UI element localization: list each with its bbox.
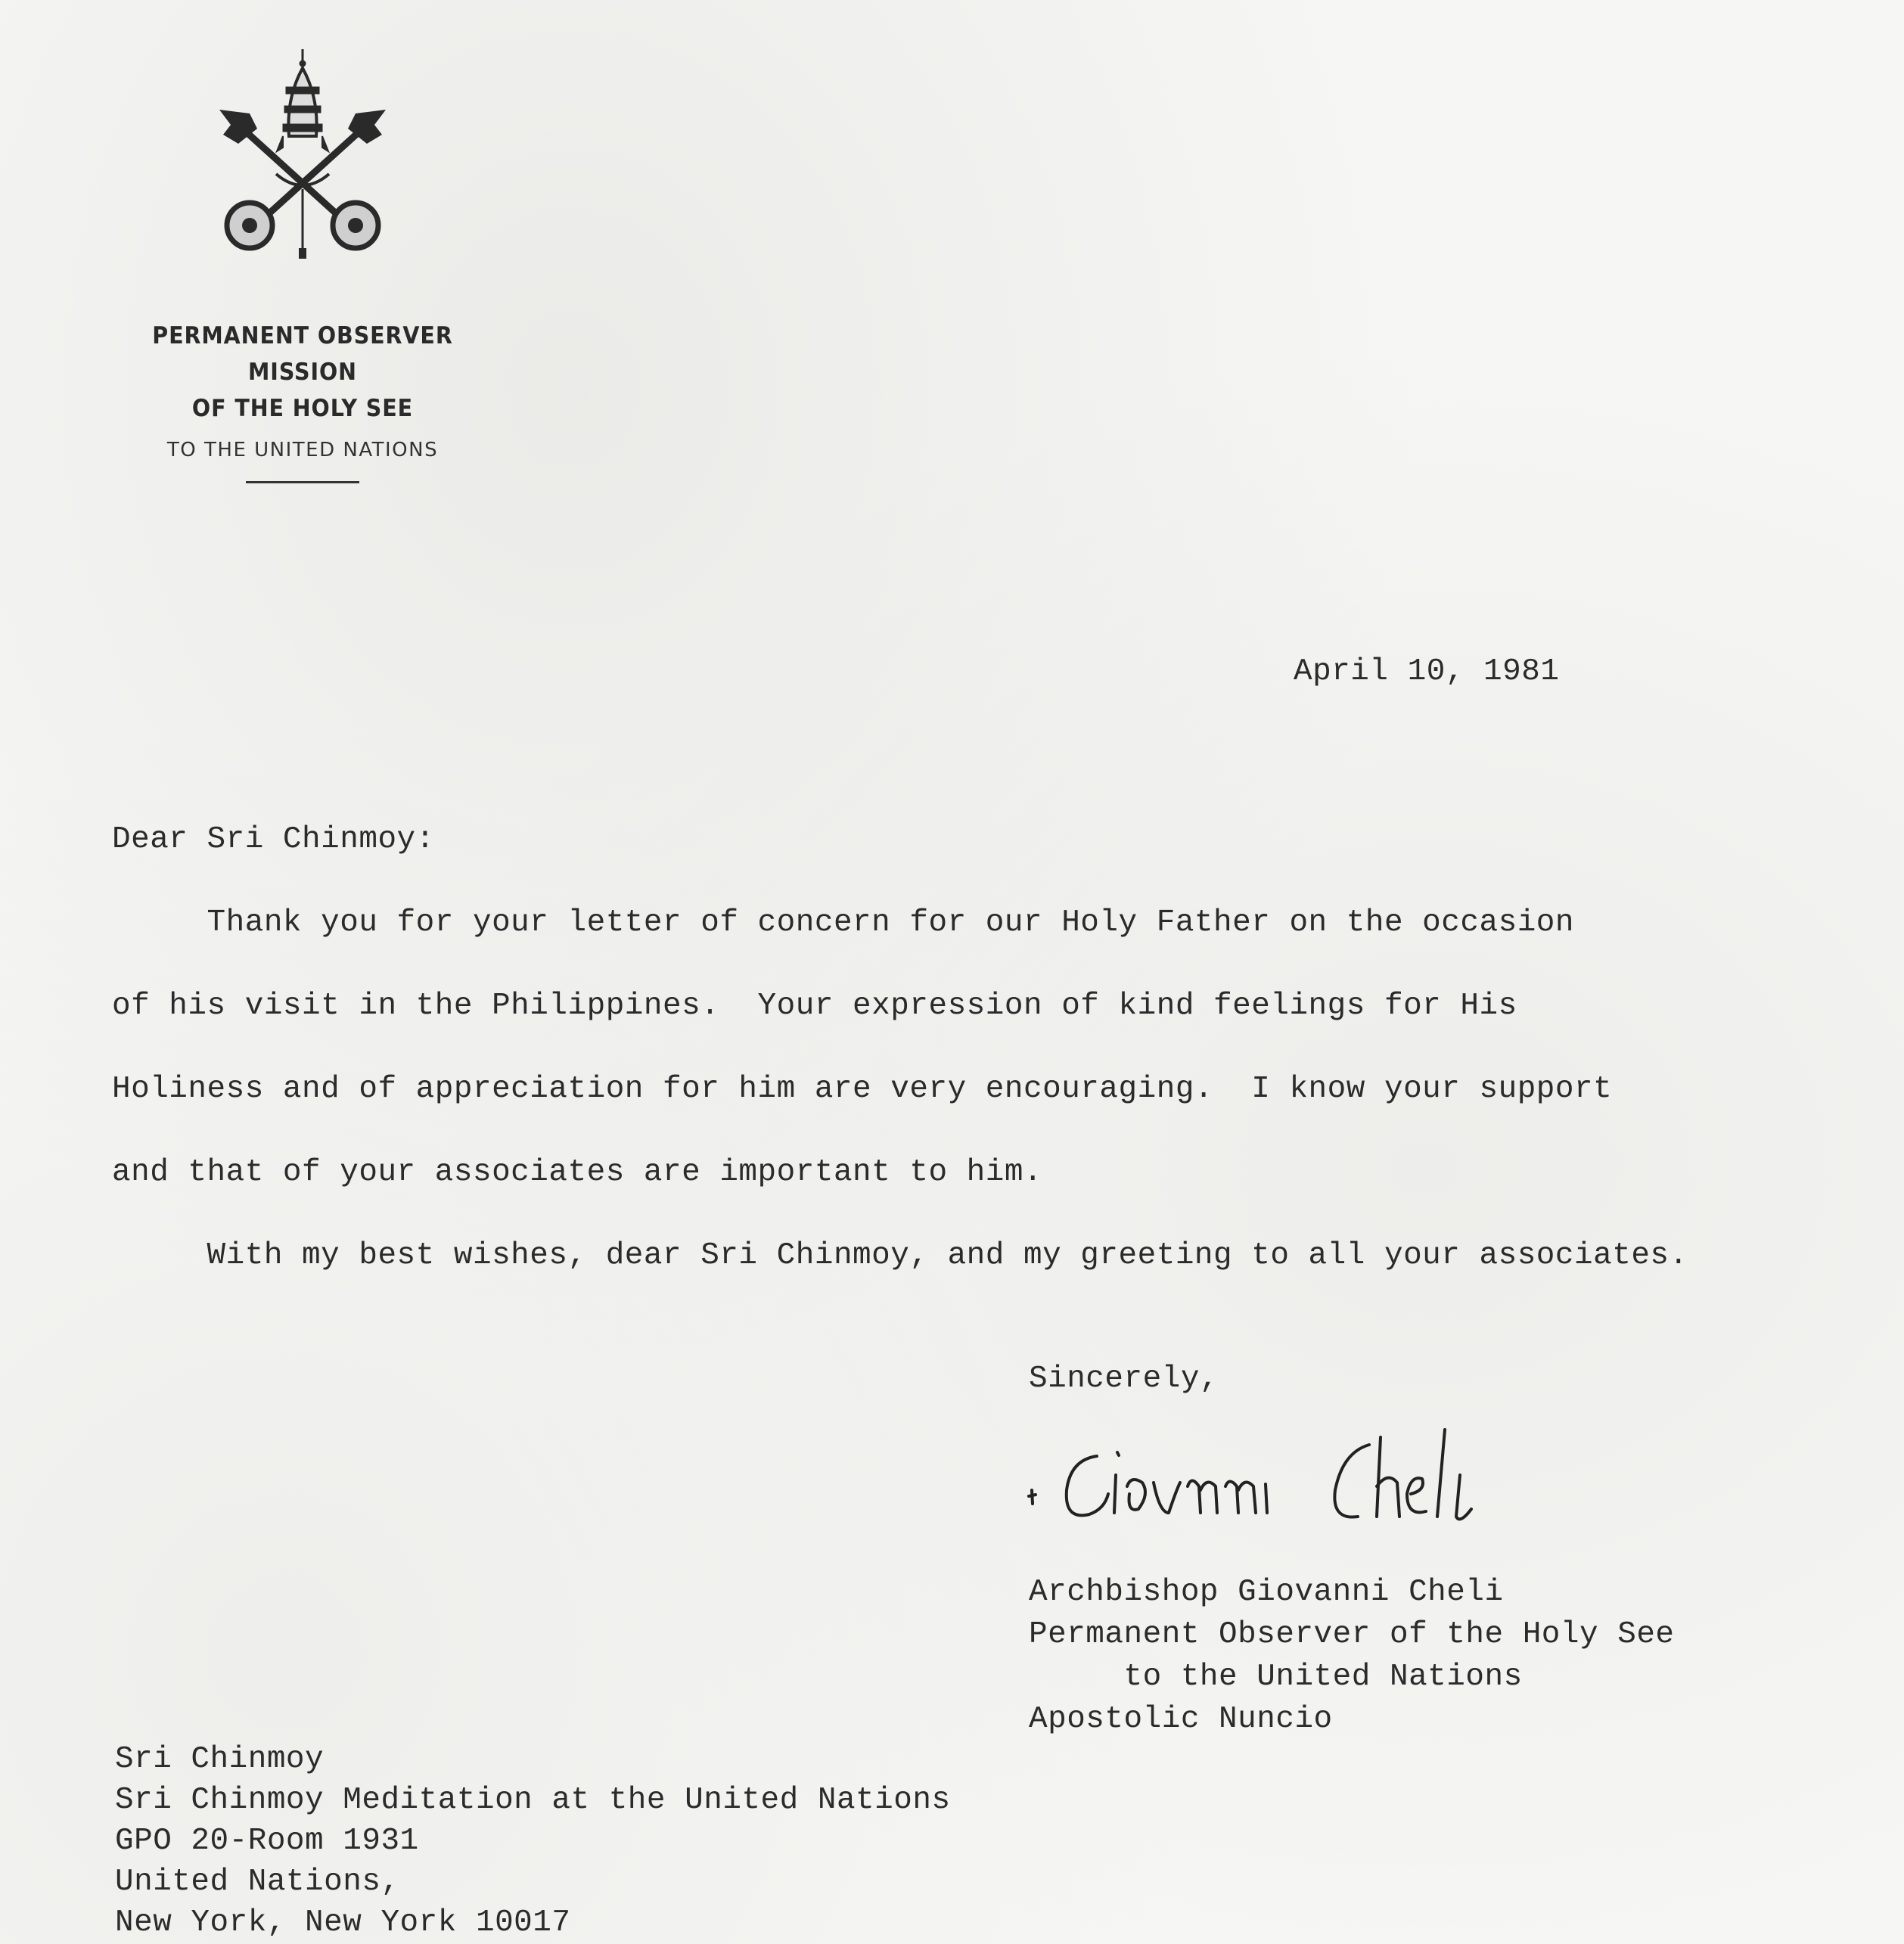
handwritten-signature [1025,1415,1615,1551]
address-line4: United Nations, [115,1865,400,1899]
signer-name: Archbishop Giovanni Cheli [1029,1575,1504,1610]
address-line3: GPO 20-Room 1931 [115,1824,419,1859]
body-paragraph1-line3: Holiness and of appreciation for him are very encouraging. I know your support [112,1072,1613,1107]
address-line5: New York, New York 10017 [115,1905,571,1940]
letterhead [76,45,530,483]
signer-title-line1: Permanent Observer of the Holy See [1029,1617,1675,1652]
body-paragraph1-line2: of his visit in the Philippines. Your expression of kind feelings for His [112,989,1517,1023]
body-paragraph1-line4: and that of your associates are important to him. [112,1155,1043,1190]
signer-title-line2: to the United Nations [1029,1660,1523,1694]
address-line1: Sri Chinmoy [115,1742,325,1777]
holy-see-seal-icon [204,45,401,272]
closing: Sincerely, [1029,1362,1219,1396]
letterhead-holy-see: OF THE HOLY SEE [191,395,414,422]
letterhead-united-nations: TO THE UNITED NATIONS [166,439,439,461]
body-paragraph2: With my best wishes, dear Sri Chinmoy, and my greeting to all your associates. [112,1238,1688,1273]
letterhead-mission-name: PERMANENT OBSERVER MISSION [152,322,453,386]
address-line2: Sri Chinmoy Meditation at the United Nations [115,1783,951,1818]
letter-date: April 10, 1981 [1294,654,1560,689]
letterhead-divider [246,481,359,483]
signer-title-line3: Apostolic Nuncio [1029,1702,1333,1737]
salutation: Dear Sri Chinmoy: [112,822,435,857]
body-paragraph1-line1: Thank you for your letter of concern for our Holy Father on the occasion [112,905,1575,940]
